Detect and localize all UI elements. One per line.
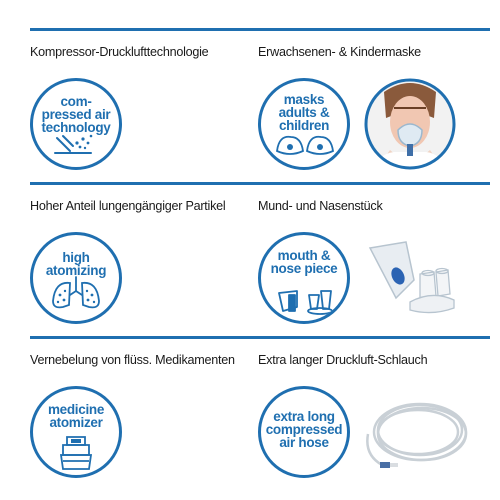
divider (30, 336, 262, 339)
feature-hose (258, 336, 490, 486)
badge-line: adults & (278, 105, 330, 120)
mouthpiece-photo (362, 232, 482, 324)
badge-line: com- (60, 94, 92, 109)
feature-badge (30, 78, 122, 170)
badge-line: mouth & (277, 248, 331, 263)
mask-photo (364, 78, 456, 170)
feature-title: Mund- und Nasenstück (258, 199, 383, 213)
feature-title: Kompressor-Drucklufttechnologie (30, 45, 209, 59)
badge-line: air hose (279, 435, 329, 450)
feature-mouthpiece (258, 182, 490, 332)
feature-atomizer (30, 336, 262, 486)
badge-line: extra long (273, 409, 335, 424)
badge-line: atomizing (45, 263, 107, 278)
feature-lungs (30, 182, 262, 332)
feature-badge (258, 386, 350, 478)
badge-line: atomizer (49, 415, 103, 430)
badge-line: pressed air (41, 107, 111, 122)
divider (30, 28, 262, 31)
divider (258, 28, 490, 31)
feature-compressor (30, 28, 262, 178)
masks-icon (261, 81, 347, 167)
mouthpiece-icon (261, 235, 347, 321)
feature-badge (30, 386, 122, 478)
badge-line: masks (283, 92, 325, 107)
divider (258, 182, 490, 185)
badge-line: compressed (265, 422, 343, 437)
feature-badge (258, 78, 350, 170)
divider (258, 336, 490, 339)
lungs-icon (33, 235, 119, 321)
feature-title: Erwachsenen- & Kindermaske (258, 45, 421, 59)
badge-line: children (278, 118, 330, 133)
badge-line: technology (41, 120, 111, 135)
divider (30, 182, 262, 185)
feature-badge (30, 232, 122, 324)
badge-line: high (62, 250, 90, 265)
badge-line: nose piece (270, 261, 338, 276)
feature-title: Vernebelung von flüss. Medikamenten (30, 353, 235, 367)
badge-line: medicine (47, 402, 105, 417)
feature-title: Extra langer Druckluft-Schlauch (258, 353, 428, 367)
feature-badge (258, 232, 350, 324)
feature-masks (258, 28, 490, 178)
feature-title: Hoher Anteil lungengängiger Partikel (30, 199, 226, 213)
compressor-icon (33, 81, 119, 167)
hose-photo (362, 386, 482, 478)
atomizer-icon (33, 389, 119, 475)
